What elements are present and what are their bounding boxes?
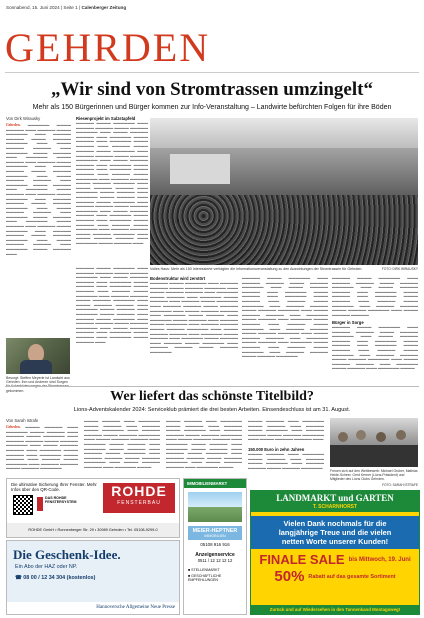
second-small-heading: 150.000 Euro in zehn Jahren (248, 447, 305, 452)
second-headline: Wer liefert das schönste Titelbild? (110, 389, 314, 404)
second-photo-credit: FOTO: SARAH ISTRAFE (382, 483, 418, 487)
second-dateline: Gehrden. (6, 425, 21, 429)
col2-heading: Riesenprojekt im Salzstapfeld (76, 116, 136, 121)
second-column-1: Gehrden. ▬▬▬▬ ▬▬▬▬▬ ▬▬▬ ▬▬▬▬▬▬ ▬▬▬▬ ▬▬▬▬▬ ▬▬▬ ▬▬▬▬▬ ▬▬▬▬ ▬▬▬▬▬▬ ▬▬▬ ▬▬▬▬▬ ▬▬▬▬▬ ▬▬▬▬ ▬▬▬▬▬ ▬▬▬▬▬▬ ▬▬▬ ▬▬▬▬ ▬▬▬▬▬ ▬▬▬▬▬ ▬▬▬ ▬▬▬▬▬▬ ▬▬▬▬ ▬▬▬▬▬ ▬▬▬ ▬▬▬▬▬▬ ▬▬▬▬ ▬▬▬▬▬ ▬▬▬ ▬▬▬▬▬ ▬▬▬▬ ▬▬▬▬▬▬ ▬▬▬ ▬▬▬▬▬ ▬▬▬▬▬ ▬▬▬▬ ▬▬▬▬▬ ▬▬▬▬▬▬ (6, 425, 78, 471)
second-subhead: Lions-Adventskalender 2024: Serviceklub prämiert die drei besten Arbeiten. Einsendeschluss ist am 31. August. (73, 407, 351, 413)
real-estate-header: IMMOBILIENMARKT (184, 479, 246, 488)
meier-heptner-sub: IMMOBILIEN (204, 534, 226, 538)
second-photo-caption: Freuen sich auf den Wettbewerb: Michael Gruber, Mathias Heide-Scheer, Gerd Kerner (Lions-Präsident) und Mitglieder des Lions Clubs Gehrden. (330, 469, 418, 482)
meier-heptner-phone[interactable]: 05108 916 916 (200, 542, 230, 547)
meier-heptner-logo (188, 526, 242, 540)
lead-photo-caption: Volles Haus: Mehr als 150 Interessierte verfolgten die Informationsveranstaltung zu den Auswirkungen der Stromtrassen für Gehrden. (150, 267, 363, 271)
second-byline: Von Sarah Istrafe (6, 418, 39, 423)
lead-column-4: ▬▬▬▬▬ ▬▬▬▬ ▬▬▬▬▬▬ ▬▬▬ ▬▬▬▬▬ ▬▬▬▬▬ ▬▬▬▬ ▬▬▬▬▬ ▬▬▬▬▬▬ ▬▬▬ ▬▬▬▬ ▬▬▬▬▬ ▬▬▬▬▬ ▬▬▬ ▬▬▬▬▬▬ ▬▬▬▬ ▬▬▬▬▬ ▬▬▬ ▬▬▬▬▬▬ ▬▬▬▬ ▬▬▬▬▬ ▬▬▬ ▬▬▬▬▬ ▬▬▬▬ ▬▬▬▬▬▬ ▬▬▬ ▬▬▬▬▬ ▬▬▬▬▬ ▬▬▬▬ ▬▬▬▬▬ ▬▬▬▬▬▬ ▬▬▬ ▬▬▬▬ ▬▬▬▬▬ ▬▬▬▬▬ ▬▬▬ ▬▬▬▬▬▬ ▬▬▬▬ ▬▬▬▬▬ ▬▬▬ ▬▬▬▬▬▬ ▬▬▬▬ ▬▬▬▬▬ ▬▬▬ ▬▬▬▬▬ ▬▬▬▬ ▬▬▬▬▬▬ ▬▬▬ ▬▬▬▬▬ ▬▬▬▬▬ ▬▬▬▬ ▬▬▬▬▬ ▬▬▬▬▬▬ ▬▬▬ ▬▬▬▬ ▬▬▬▬▬ ▬▬▬▬▬ ▬▬▬ ▬▬▬▬▬▬ ▬▬▬▬ ▬▬▬▬▬ ▬▬▬ ▬▬▬▬▬▬ ▬▬▬▬ ▬▬▬▬▬ ▬▬▬ ▬▬▬▬▬ ▬▬▬▬ ▬▬▬▬▬▬ ▬▬▬ ▬▬▬▬▬ ▬▬▬▬▬ ▬▬▬▬ ▬▬▬▬▬ ▬▬▬▬▬▬ (242, 276, 328, 359)
rohde-logo-mark (37, 497, 43, 511)
col4-heading: Bürger in Sorge (332, 320, 364, 325)
thanks-line-2: langjährige Treue und die vielen (278, 528, 392, 537)
landmarkt-thanks (251, 516, 419, 549)
rohde-tagline: Die ultimative Sicherung Ihrer Fenster. Mehr Infos über den QR-Code. (11, 482, 97, 493)
rohde-subname: FENSTERBAU (117, 500, 161, 506)
lead-byline: Von Dirk Wirausky (6, 116, 41, 121)
landmarkt-subtitle: T. SCHARNHORST (251, 504, 419, 512)
discount-text: Rabatt auf das gesamte Sortiment (308, 573, 396, 580)
house-photo (188, 492, 242, 522)
page-number: Seite 1 (63, 5, 78, 10)
lead-headline: „Wir sind von Stromtrassen umzingelt“ (51, 79, 373, 100)
sale-label: FINALE SALE (259, 552, 345, 567)
gift-line: Ein Abo der HAZ oder NP. (15, 564, 78, 570)
rohde-address: ROHDE GmbH • Ronnenberger Str. 29 • 30989 Gehrden • Tel. 05108-9299-0 (7, 523, 179, 537)
rohde-system-text: DAS ROHDE FENSTERSYSTEM (45, 496, 77, 505)
discount-row (251, 568, 419, 585)
discount-percent: 50% (274, 568, 305, 585)
second-column-2: ▬▬▬▬ ▬▬▬▬▬ ▬▬▬ ▬▬▬▬▬▬ ▬▬▬▬ ▬▬▬▬▬ ▬▬▬ ▬▬▬▬▬ ▬▬▬▬ ▬▬▬▬▬▬ ▬▬▬ ▬▬▬▬▬ ▬▬▬▬▬ ▬▬▬▬ ▬▬▬▬▬ ▬▬▬▬▬▬ ▬▬▬ ▬▬▬▬ ▬▬▬▬▬ ▬▬▬▬▬ ▬▬▬ ▬▬▬▬▬▬ ▬▬▬▬ ▬▬▬▬▬ ▬▬▬ ▬▬▬▬▬▬ ▬▬▬▬ ▬▬▬▬▬ ▬▬▬ ▬▬▬▬▬ ▬▬▬▬ ▬▬▬▬▬▬ ▬▬▬ ▬▬▬▬▬ ▬▬▬▬▬ ▬▬▬▬ ▬▬▬▬▬ ▬▬▬▬▬▬ ▬▬▬ ▬▬▬▬ ▬▬▬▬▬ ▬▬▬▬▬ ▬▬▬ ▬▬▬▬▬▬ ▬▬▬▬ (84, 419, 160, 469)
lead-column-2-bottom: ▬▬▬▬▬ ▬▬▬▬ ▬▬▬▬▬▬ ▬▬▬ ▬▬▬▬▬ ▬▬▬▬▬ ▬▬▬▬ ▬▬▬▬▬ ▬▬▬▬▬▬ ▬▬▬ ▬▬▬▬ ▬▬▬▬▬ ▬▬▬▬▬ ▬▬▬ ▬▬▬▬▬▬ ▬▬▬▬ ▬▬▬▬▬ ▬▬▬ ▬▬▬▬▬▬ ▬▬▬▬ ▬▬▬▬▬ ▬▬▬ ▬▬▬▬▬ ▬▬▬▬ ▬▬▬▬▬▬ ▬▬▬ ▬▬▬▬▬ ▬▬▬▬▬ ▬▬▬▬ ▬▬▬▬▬ ▬▬▬▬▬▬ ▬▬▬ ▬▬▬▬ ▬▬▬▬▬ ▬▬▬▬▬ ▬▬▬ ▬▬▬▬▬▬ ▬▬▬▬ ▬▬▬▬▬ ▬▬▬ ▬▬▬▬▬▬ ▬▬▬▬ ▬▬▬▬▬ ▬▬▬ ▬▬▬▬▬ ▬▬▬▬ ▬▬▬▬▬▬ ▬▬▬ ▬▬▬▬▬ ▬▬▬▬▬ ▬▬▬▬ ▬▬▬▬▬ ▬▬▬▬▬▬ ▬▬▬ ▬▬▬▬ ▬▬▬▬▬ ▬▬▬▬▬ ▬▬▬ ▬▬▬▬▬▬ ▬▬▬▬ ▬▬▬▬▬ ▬▬▬ ▬▬▬▬▬▬ ▬▬▬▬ ▬▬▬▬▬ ▬▬▬ (76, 266, 148, 344)
lead-column-3: Bodenstruktur wird zerstört ▬▬▬▬▬ ▬▬▬▬ ▬▬▬▬▬▬ ▬▬▬ ▬▬▬▬▬ ▬▬▬▬▬ ▬▬▬▬ ▬▬▬▬▬ ▬▬▬▬▬▬ ▬▬▬ ▬▬▬▬ ▬▬▬▬▬ ▬▬▬▬▬ ▬▬▬ ▬▬▬▬▬▬ ▬▬▬▬ ▬▬▬▬▬ ▬▬▬ ▬▬▬▬▬▬ ▬▬▬▬ ▬▬▬▬▬ ▬▬▬ ▬▬▬▬▬ ▬▬▬▬ ▬▬▬▬▬▬ ▬▬▬ ▬▬▬▬▬ ▬▬▬▬▬ ▬▬▬▬ ▬▬▬▬▬ ▬▬▬▬▬▬ ▬▬▬ ▬▬▬▬ ▬▬▬▬▬ ▬▬▬▬▬ ▬▬▬ ▬▬▬▬▬▬ ▬▬▬▬ ▬▬▬▬▬ ▬▬▬ ▬▬▬▬▬▬ ▬▬▬▬ ▬▬▬▬▬ ▬▬▬ ▬▬▬▬▬ ▬▬▬▬ ▬▬▬▬▬▬ ▬▬▬ ▬▬▬▬▬ ▬▬▬▬▬ ▬▬▬▬ ▬▬▬▬▬ ▬▬▬▬▬▬ ▬▬▬ ▬▬▬▬ ▬▬▬▬▬ ▬▬▬▬▬ ▬▬▬ ▬▬▬▬▬▬ ▬▬▬▬ ▬▬▬▬▬ ▬▬▬ ▬▬▬▬▬▬ ▬▬▬▬ ▬▬▬▬▬ ▬▬▬ ▬▬▬▬▬ ▬▬▬▬ ▬▬▬▬▬▬ ▬▬▬ ▬▬▬▬▬ ▬▬▬▬▬ ▬▬▬▬ ▬▬▬▬▬ ▬▬▬▬▬▬ (150, 276, 238, 354)
second-column-3: ▬▬▬▬ ▬▬▬▬▬ ▬▬▬ ▬▬▬▬▬▬ ▬▬▬▬ ▬▬▬▬▬ ▬▬▬ ▬▬▬▬▬ ▬▬▬▬ ▬▬▬▬▬▬ ▬▬▬ ▬▬▬▬▬ ▬▬▬▬▬ ▬▬▬▬ ▬▬▬▬▬ ▬▬▬▬▬▬ ▬▬▬ ▬▬▬▬ ▬▬▬▬▬ ▬▬▬▬▬ ▬▬▬ ▬▬▬▬▬▬ ▬▬▬▬ ▬▬▬▬▬ ▬▬▬ ▬▬▬▬▬▬ ▬▬▬▬ ▬▬▬▬▬ ▬▬▬ ▬▬▬▬▬ ▬▬▬▬ ▬▬▬▬▬▬ ▬▬▬ ▬▬▬▬▬ ▬▬▬▬▬ ▬▬▬▬ ▬▬▬▬▬ ▬▬▬▬▬▬ ▬▬▬ ▬▬▬▬ ▬▬▬▬▬ ▬▬▬▬▬ ▬▬▬ ▬▬▬▬▬▬ ▬▬▬▬ (166, 419, 242, 469)
anzeigen-service-phone[interactable]: 0511 / 12 12 12 12 (197, 558, 233, 563)
qr-code-icon[interactable] (13, 495, 33, 515)
gift-idea-ad[interactable] (6, 540, 180, 615)
lead-column-1: Gehrden. ▬▬▬▬▬▬ ▬▬▬▬ ▬▬▬▬▬ ▬▬▬ ▬▬▬▬▬ ▬▬▬▬ ▬▬▬▬▬▬ ▬▬▬ ▬▬▬▬▬ ▬▬▬▬▬ ▬▬▬▬ ▬▬▬▬▬ ▬▬▬▬▬▬ ▬▬▬ ▬▬▬▬ ▬▬▬▬▬ ▬▬▬▬▬ ▬▬▬ ▬▬▬▬▬▬ ▬▬▬▬ ▬▬▬▬▬ ▬▬▬ ▬▬▬▬▬▬ ▬▬▬▬ ▬▬▬▬▬ ▬▬▬ ▬▬▬▬▬ ▬▬▬▬ ▬▬▬▬▬▬ ▬▬▬ ▬▬▬▬▬ ▬▬▬▬▬ ▬▬▬▬ ▬▬▬▬▬ ▬▬▬▬▬▬ ▬▬▬ ▬▬▬▬ ▬▬▬▬▬ ▬▬▬▬▬ ▬▬▬ ▬▬▬▬▬▬ ▬▬▬▬ ▬▬▬▬▬ ▬▬▬ ▬▬▬▬▬▬ ▬▬▬▬ ▬▬▬▬▬ ▬▬▬ ▬▬▬▬▬ ▬▬▬▬ ▬▬▬▬▬▬ ▬▬▬ ▬▬▬▬▬ ▬▬▬▬▬ ▬▬▬▬ ▬▬▬▬▬ ▬▬▬▬▬▬ ▬▬▬ ▬▬▬▬ ▬▬▬▬▬ ▬▬▬▬▬ ▬▬▬ ▬▬▬▬▬▬ ▬▬▬▬ ▬▬▬▬▬ ▬▬▬ ▬▬▬▬▬▬ ▬▬▬▬ ▬▬▬▬▬ ▬▬▬ ▬▬▬▬▬ ▬▬▬▬ ▬▬▬▬▬▬ ▬▬▬ ▬▬▬▬▬ ▬▬▬▬▬ ▬▬▬▬ ▬▬▬▬▬ ▬▬▬▬▬▬ ▬▬▬ ▬▬▬▬ ▬▬▬▬▬ ▬▬▬▬▬ ▬▬▬ ▬▬▬▬▬▬ ▬▬▬▬ ▬▬▬▬▬ ▬▬▬ (6, 123, 71, 256)
thanks-line-1: Vielen Dank nochmals für die (283, 519, 387, 528)
gift-footer: Hannoversche Allgemeine Neue Presse (7, 602, 179, 614)
masthead-rule (5, 72, 419, 73)
section-title: GEHRDEN (5, 25, 211, 70)
anzeigen-service-title: Anzeigenservice (195, 552, 235, 558)
landmarkt-footer: Zurück und auf Wiedersehen in den Tannenkand Montagsweg! (251, 605, 419, 614)
lead-column-5: ▬▬▬▬▬ ▬▬▬▬ ▬▬▬▬▬▬ ▬▬▬ ▬▬▬▬▬ ▬▬▬▬▬ ▬▬▬▬ ▬▬▬▬▬ ▬▬▬▬▬▬ ▬▬▬ ▬▬▬▬ ▬▬▬▬▬ ▬▬▬▬▬ ▬▬▬ ▬▬▬▬▬▬ ▬▬▬▬ ▬▬▬▬▬ ▬▬▬ ▬▬▬▬▬▬ ▬▬▬▬ ▬▬▬▬▬ ▬▬▬ ▬▬▬▬▬ ▬▬▬▬ ▬▬▬▬▬▬ ▬▬▬ ▬▬▬▬▬ ▬▬▬▬▬ ▬▬▬▬ ▬▬▬▬▬ ▬▬▬▬▬▬ ▬▬▬ ▬▬▬▬ ▬▬▬▬▬ ▬▬▬▬▬ Bürger in Sorge ▬▬▬▬▬ ▬▬▬▬ ▬▬▬▬▬▬ ▬▬▬ ▬▬▬▬▬ ▬▬▬▬▬ ▬▬▬▬ ▬▬▬▬▬ ▬▬▬▬▬▬ ▬▬▬ ▬▬▬▬ ▬▬▬▬▬ ▬▬▬▬▬ ▬▬▬ ▬▬▬▬▬▬ ▬▬▬▬ ▬▬▬▬▬ ▬▬▬ ▬▬▬▬▬▬ ▬▬▬▬ ▬▬▬▬▬ ▬▬▬ ▬▬▬▬▬ ▬▬▬▬ ▬▬▬▬▬▬ ▬▬▬ ▬▬▬▬▬ ▬▬▬▬▬ ▬▬▬▬ ▬▬▬▬▬ ▬▬▬▬▬▬ ▬▬▬ ▬▬▬▬ ▬▬▬▬▬ ▬▬▬▬▬ ▬▬▬ ▬▬▬▬▬▬ ▬▬▬▬ ▬▬▬▬▬ ▬▬▬ ▬▬▬▬▬▬ ▬▬▬▬ (332, 276, 418, 371)
landmarkt-title: LANDMARKT und GARTEN (251, 491, 419, 504)
paper-name: Calenberger Zeitung (81, 5, 127, 10)
sale-until: bis Mittwoch, 19. Juni (348, 556, 411, 563)
real-estate-ad[interactable] (183, 478, 247, 615)
gift-phone[interactable]: ☎ 08 00 / 12 34 304 (kostenlos) (15, 575, 96, 581)
portrait-photo (6, 338, 70, 374)
second-column-4: ▬▬▬▬ ▬▬▬▬▬ ▬▬▬ ▬▬▬▬▬▬ ▬▬▬▬ ▬▬▬▬▬ ▬▬▬ ▬▬▬▬▬ ▬▬▬▬ ▬▬▬▬▬▬ ▬▬▬ ▬▬▬▬▬ ▬▬▬▬▬ ▬▬▬▬ ▬▬▬▬▬ ▬▬▬▬▬▬ ▬▬▬ ▬▬▬▬ ▬▬▬▬▬ ▬▬▬▬▬ ▬▬▬ 150.000 Euro in zehn Jahren ▬▬▬▬ ▬▬▬▬▬ ▬▬▬ ▬▬▬▬▬▬ ▬▬▬▬ ▬▬▬▬▬ ▬▬▬ ▬▬▬▬▬ ▬▬▬▬ ▬▬▬▬▬▬ ▬▬▬ ▬▬▬▬▬ ▬▬▬▬▬ ▬▬▬▬ ▬▬▬▬▬ ▬▬▬▬▬▬ (248, 419, 324, 470)
lead-photo (150, 118, 418, 265)
lead-dateline: Gehrden. (6, 123, 21, 127)
rohde-name: ROHDE (111, 483, 167, 499)
masthead-date-line: Sonnabend, 15. Juni 2024 | Seite 1 | Calenberger Zeitung (6, 5, 127, 10)
rohde-ad[interactable] (6, 478, 180, 538)
lead-photo-credit: FOTO: DIRK WIRAUSKY (381, 267, 418, 271)
landmarkt-ad[interactable] (250, 490, 420, 615)
meier-heptner-name: MEIER-HEPTNER (192, 528, 238, 534)
lead-subhead: Mehr als 150 Bürgerinnen und Bürger kommen zur Info-Veranstaltung – Landwirte befürchten Folgen für ihre Böden (32, 104, 392, 111)
stellenmarkt-link[interactable]: ■ STELLENMARKT (188, 568, 220, 572)
portrait-caption: Besorgt: Steffen Meyerle ist Landwirt aus Gehrden. Ihm und Anderen sind Sorgen gekommen. (6, 376, 70, 393)
col3-heading: Bodenstruktur wird zerstört (150, 276, 206, 281)
lead-column-2-body: ▬▬▬▬▬ ▬▬▬▬ ▬▬▬▬▬▬ ▬▬▬ ▬▬▬▬▬ ▬▬▬▬▬ ▬▬▬▬ ▬▬▬▬▬ ▬▬▬▬▬▬ ▬▬▬ ▬▬▬▬ ▬▬▬▬▬ ▬▬▬▬▬ ▬▬▬ ▬▬▬▬▬▬ ▬▬▬▬ ▬▬▬▬▬ ▬▬▬ ▬▬▬▬▬▬ ▬▬▬▬ ▬▬▬▬▬ ▬▬▬ ▬▬▬▬▬ ▬▬▬▬ ▬▬▬▬▬▬ ▬▬▬ ▬▬▬▬▬ ▬▬▬▬▬ ▬▬▬▬ ▬▬▬▬▬ ▬▬▬▬▬▬ ▬▬▬ ▬▬▬▬ ▬▬▬▬▬ ▬▬▬▬▬ ▬▬▬ ▬▬▬▬▬▬ ▬▬▬▬ ▬▬▬▬▬ ▬▬▬ ▬▬▬▬▬▬ ▬▬▬▬ ▬▬▬▬▬ ▬▬▬ ▬▬▬▬▬ ▬▬▬▬ ▬▬▬▬▬▬ ▬▬▬ ▬▬▬▬▬ ▬▬▬▬▬ ▬▬▬▬ ▬▬▬▬▬ ▬▬▬▬▬▬ ▬▬▬ ▬▬▬▬ ▬▬▬▬▬ ▬▬▬▬▬ ▬▬▬ ▬▬▬▬▬▬ ▬▬▬▬ ▬▬▬▬▬ ▬▬▬ ▬▬▬▬▬▬ ▬▬▬▬ ▬▬▬▬▬ ▬▬▬ ▬▬▬▬▬ ▬▬▬▬ ▬▬▬▬▬▬ ▬▬▬ ▬▬▬▬▬ ▬▬▬▬▬ ▬▬▬▬ ▬▬▬▬▬ ▬▬▬▬▬▬ ▬▬▬ ▬▬▬▬ ▬▬▬▬▬ ▬▬▬▬▬ ▬▬▬ ▬▬▬▬▬▬ ▬▬▬▬ ▬▬▬▬▬ ▬▬▬ (76, 149, 148, 245)
gift-title: Die Geschenk-Idee. (13, 547, 121, 562)
lead-column-2: Riesenprojekt im Salzstapfeld ▬▬▬▬▬ ▬▬▬▬ ▬▬▬▬▬▬ ▬▬▬ ▬▬▬▬▬ ▬▬▬▬▬ ▬▬▬▬ ▬▬▬▬▬ ▬▬▬▬▬▬ ▬▬▬ ▬▬▬▬ ▬▬▬▬▬ ▬▬▬▬▬ ▬▬▬ ▬▬▬▬▬▬ ▬▬▬▬ ▬▬▬▬▬ ▬▬▬ ▬▬▬▬▬▬ ▬▬▬▬ ▬▬▬▬▬ ▬▬▬ ▬▬▬▬▬ ▬▬▬▬ (76, 116, 148, 148)
empfehlungen-link[interactable]: ■ GESCHÄFTLICHE EMPFEHLUNGEN (188, 574, 222, 582)
sale-row (251, 552, 419, 567)
rohde-logo (103, 483, 175, 513)
section-divider (5, 386, 419, 387)
issue-date: Sonnabend, 15. Juni 2024 (6, 5, 60, 10)
second-photo (330, 418, 418, 467)
thanks-line-3: netten Worte unserer Kunden! (281, 537, 389, 546)
